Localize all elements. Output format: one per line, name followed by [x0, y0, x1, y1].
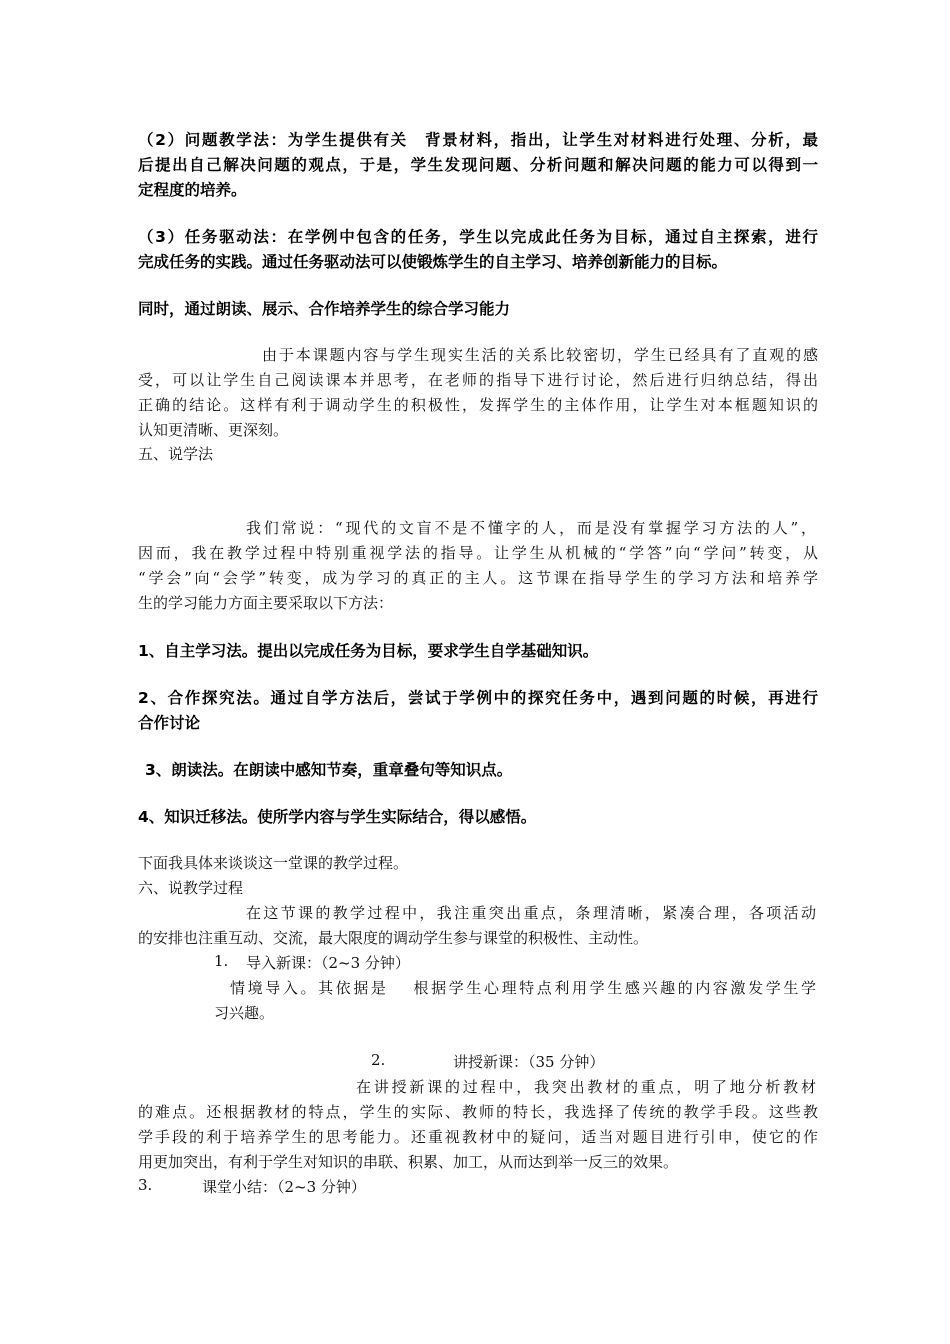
method-3-line-1: （3）任务驱动法：在学例中包含的任务，学生以完成此任务为目标，通过自主探索，进行: [138, 228, 818, 246]
learning-method-2-line-1: 2、合作探究法。通过自学方法后，尝试于学例中的探究任务中，遇到问题的时候，再进行: [138, 689, 818, 707]
step-2-number: 2.: [371, 1051, 386, 1069]
step-2-title: 讲授新课：（35 分钟）: [453, 1053, 605, 1071]
step-1-body-line-2: 习兴趣。: [214, 1004, 275, 1022]
step-2-body-line-2: 的难点。还根据教材的特点，学生的实际、教师的特长，我选择了传统的教学手段。这些教: [138, 1103, 818, 1121]
content-para-line-1: 由于本课题内容与学生现实生活的关系比较密切，学生已经具有了直观的感: [262, 346, 818, 364]
section-5-heading: 五、说学法: [138, 445, 214, 463]
process-para-line-1: 在这节课的教学过程中，我注重突出重点，条理清晰，紧凑合理，各项活动: [246, 904, 816, 922]
step-1-title: 导入新课：（2~3 分钟）: [246, 954, 410, 972]
step-1-number: 1.: [214, 952, 229, 970]
step-3-number: 3.: [138, 1176, 153, 1194]
step-3-title: 课堂小结：（2~3 分钟）: [202, 1178, 366, 1196]
process-para-line-2: 的安排也注重互动、交流，最大限度的调动学生参与课堂的积极性、主动性。: [138, 929, 649, 947]
content-para-line-3: 正确的结论。这样有利于调动学生的积极性，发挥学生的主体作用，让学生对本框题知识的: [138, 396, 818, 414]
summary-line: 同时，通过朗读、展示、合作培养学生的综合学习能力: [138, 300, 511, 318]
section-6-heading: 六、说教学过程: [138, 879, 244, 897]
learning-para-line-3: “学会”向“会学”转变，成为学习的真正的主人。这节课在指导学生的学习方法和培养学: [138, 569, 818, 587]
step-2-body-line-1: 在讲授新课的过程中，我突出教材的重点，明了地分析教材: [356, 1078, 816, 1096]
method-2-line-2: 后提出自己解决问题的观点，于是，学生发现问题、分析问题和解决问题的能力可以得到一: [138, 156, 818, 174]
method-2-line-3: 定程度的培养。: [138, 181, 247, 199]
content-para-line-2: 受，可以让学生自己阅读课本并思考，在老师的指导下进行讨论，然后进行归纳总结，得出: [138, 371, 818, 389]
step-2-body-line-3: 学手段的利于培养学生的思考能力。还重视教材中的疑问，适当对题目进行引申，使它的作: [138, 1128, 818, 1146]
learning-para-line-2: 因而，我在教学过程中特别重视学法的指导。让学生从机械的“学答”向“学问”转变，从: [138, 544, 818, 562]
content-para-line-4: 认知更清晰、更深刻。: [138, 421, 289, 439]
learning-method-4: 4、知识迁移法。使所学内容与学生实际结合，得以感悟。: [138, 808, 537, 826]
learning-method-2-line-2: 合作讨论: [138, 714, 201, 732]
transition-line: 下面我具体来谈谈这一堂课的教学过程。: [138, 854, 409, 872]
learning-method-1: 1、自主学习法。提出以完成任务为目标，要求学生自学基础知识。: [138, 642, 599, 660]
learning-para-line-1: 我们常说：“现代的文盲不是不懂字的人，而是没有掌握学习方法的人”，: [246, 519, 816, 537]
method-2-line-1: （2）问题教学法：为学生提供有关 背景材料，指出，让学生对材料进行处理、分析，最: [138, 131, 818, 149]
step-1-body-line-1: 情境导入。其依据是 根据学生心理特点利用学生感兴趣的内容激发学生学: [230, 979, 816, 997]
learning-para-line-4: 生的学习能力方面主要采取以下方法：: [138, 594, 394, 612]
learning-method-3: 3、朗读法。在朗读中感知节奏，重章叠句等知识点。: [145, 761, 513, 779]
step-2-body-line-4: 用更加突出，有利于学生对知识的串联、积累、加工，从而达到举一反三的效果。: [138, 1153, 679, 1171]
method-3-line-2: 完成任务的实践。通过任务驱动法可以使锻炼学生的自主学习、培养创新能力的目标。: [138, 253, 728, 271]
